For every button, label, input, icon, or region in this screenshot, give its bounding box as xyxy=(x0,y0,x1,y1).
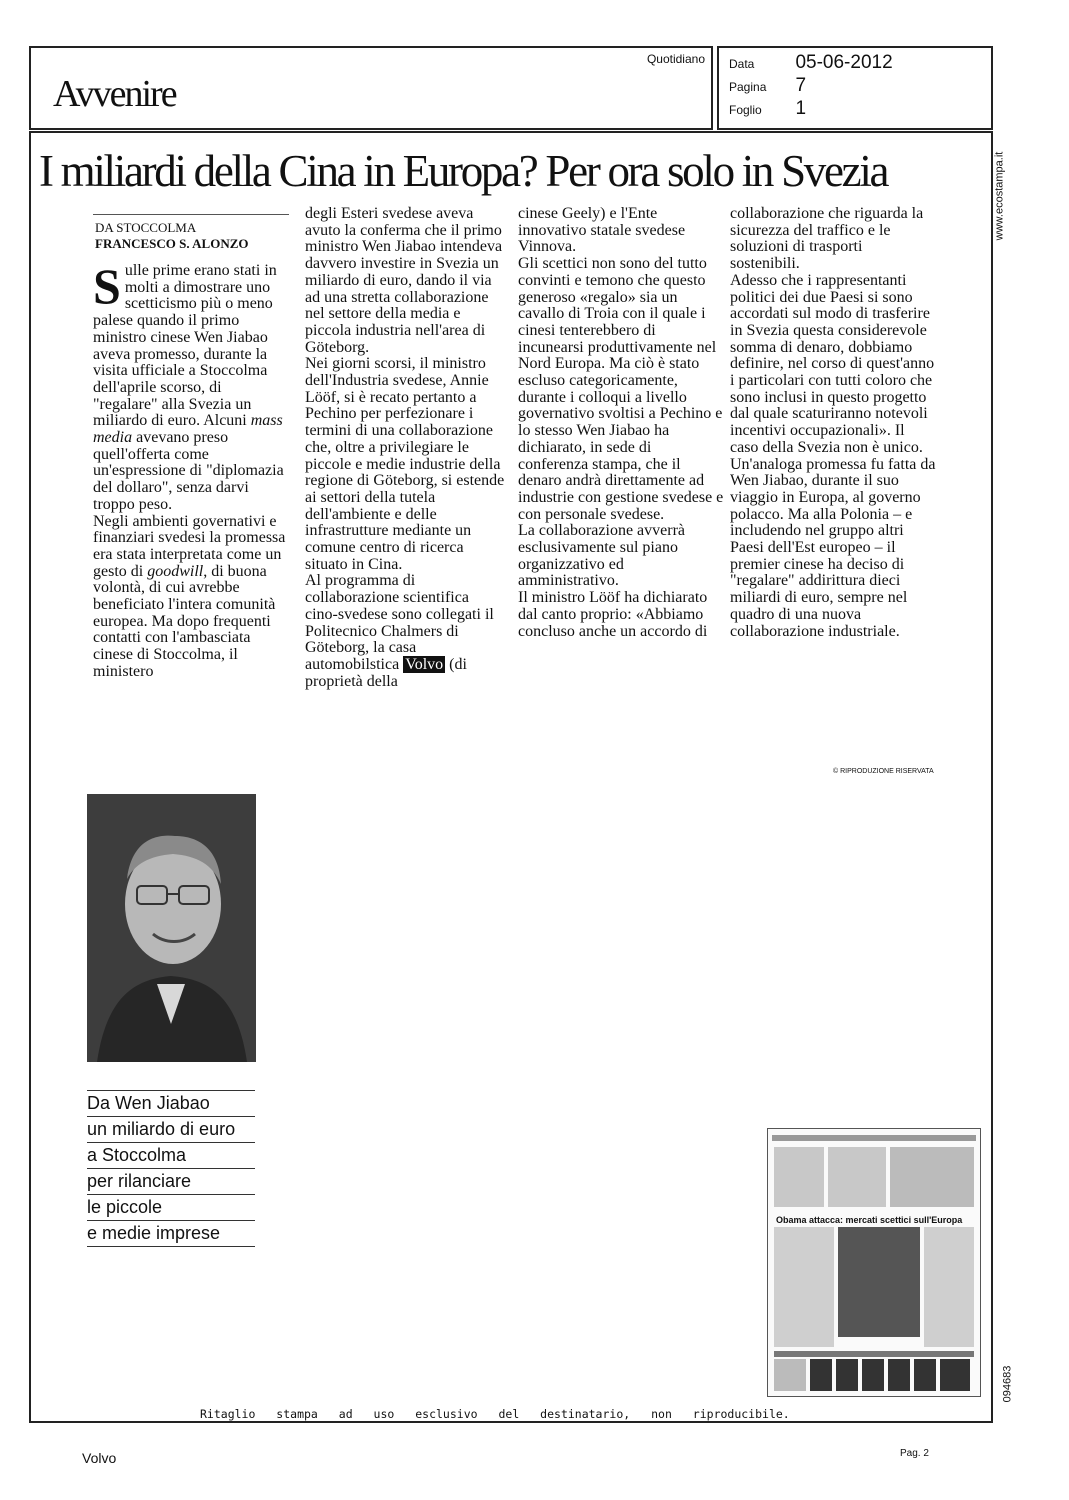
paragraph xyxy=(93,514,289,681)
text-run: ulle prime erano stati in molti a dimostrare uno scetticismo più o meno palese quando il primo ministro cinese Wen Jiabao aveva promesso, durante la visita ufficiale a Stoccolma dell'aprile scorso, di "regalare" alla Svezia un miliardo di euro. Alcuni xyxy=(93,262,277,430)
article-column-3 xyxy=(518,206,724,640)
paragraph: Nei giorni scorsi, il ministro dell'Industria svedese, Annie Lööf, si è recato pertanto a Pechino per perfezionare i termini di una collaborazione che, oltre a privilegiare le piccole e medie industrie della regione di Göteborg, si estende ai settori della tutela dell'ambiente e delle infrastrutture mediante un comune centro di ricerca situato in Cina. xyxy=(305,355,505,573)
thumbnail-layout-illustration xyxy=(768,1129,980,1396)
byline-divider xyxy=(93,214,289,215)
text-run: avevano preso quell'offerta come un'espressione di "diplomazia del dollaro", senza darvi troppo peso. xyxy=(93,429,284,513)
publication-type: Quotidiano xyxy=(646,52,705,66)
meta-label: Pagina xyxy=(729,80,767,94)
masthead-logo: Avvenire xyxy=(53,73,176,115)
header-masthead-box xyxy=(29,46,713,130)
article-column-4 xyxy=(730,206,936,640)
portrait-photo xyxy=(87,794,256,1062)
side-code-label xyxy=(999,1358,1017,1418)
paragraph: Adesso che i rappresentanti politici dei due Paesi si sono accordati sul modo di trasferire in Svezia questa considerevole somma di denaro, dobbiamo definire, nel corso di quest'anno i particolari con tutti coloro che sono inclusi in questo progetto dal quale scaturiranno notevoli incentivi occupazionali». Il caso della Svezia non è unico. xyxy=(730,271,935,456)
italic-text: goodwill xyxy=(147,562,204,580)
caption-line: a Stoccolma xyxy=(87,1142,255,1168)
paragraph: Gli scettici non sono del tutto convinti e temono che questo generoso «regalo» sia un cavallo di Troia con il quale i cinesi tenterebbero di incunearsi produttivamente nel Nord Europa. Ma ciò è stato escluso categoricamente, durante i colloqui a livello governativo svoltisi a Pechino e lo stesso Wen Jiabao ha dichiarato, in sede di conferenza stampa, che il denaro andrà direttamente ad industrie con gestione svedese e con personale svedese. xyxy=(518,255,724,523)
meta-value: 05-06-2012 xyxy=(795,52,893,73)
paragraph: collaborazione che riguarda la sicurezza del traffico e le soluzioni di trasporti sostenibili. xyxy=(730,205,924,273)
article-headline: I miliardi della Cina in Europa? Per ora solo in Svezia xyxy=(39,146,888,196)
byline-author: FRANCESCO S. ALONZO xyxy=(95,236,249,251)
footer-disclaimer: Ritaglio stampa ad uso esclusivo del destinatario, non riproducibile. xyxy=(200,1407,790,1421)
highlighted-keyword: Volvo xyxy=(405,655,444,673)
byline-place: DA STOCCOLMA xyxy=(95,220,197,235)
caption-line: un miliardo di euro xyxy=(87,1116,255,1142)
text-run: Al programma di collaborazione scientifica cino-svedese sono collegati il Politecnico Chalmers di Göteborg, la casa automobilstica xyxy=(305,572,494,673)
thumbnail-headline: Obama attacca: mercati scettici sull'Europa xyxy=(776,1215,963,1225)
paragraph xyxy=(305,573,505,690)
text-run: (di proprietà della xyxy=(305,655,467,690)
portrait-illustration xyxy=(87,794,256,1062)
paragraph xyxy=(93,258,289,514)
meta-label: Foglio xyxy=(729,103,762,117)
footer-keyword: Volvo xyxy=(82,1450,117,1466)
drop-cap: S xyxy=(93,258,121,314)
italic-text: mass media xyxy=(93,412,283,447)
caption-line: Da Wen Jiabao xyxy=(87,1090,255,1116)
meta-row-pagina xyxy=(729,75,806,97)
side-url-label xyxy=(993,140,1017,260)
caption-line: e medie imprese xyxy=(87,1220,255,1247)
meta-row-data xyxy=(729,52,893,74)
footer-page-number: Pag. 2 xyxy=(900,1448,929,1459)
caption-line: le piccole xyxy=(87,1194,255,1220)
meta-value: 7 xyxy=(795,75,807,96)
paragraph: La collaborazione avverrà esclusivamente sul piano organizzativo ed amministrativo. xyxy=(518,522,686,590)
article-column-1 xyxy=(93,258,289,681)
paragraph: degli Esteri svedese aveva avuto la conferma che il primo ministro Wen Jiabao intendeva davvero investire in Svezia un miliardo di euro, dando il via ad una stretta collaborazione nel settore della media e piccola industria nell'area di Göteborg. xyxy=(305,205,503,356)
text-run: Negli ambienti governativi e finanziari svedesi la promessa era stata interpretata come un gesto di xyxy=(93,512,286,580)
paragraph: Un'analoga promessa fu fatta da Wen Jiabao, durante il suo viaggio in Europa, al governo polacco. Ma alla Polonia – e includendo nel gruppo altri Paesi dell'Est europeo – il premier cinese ha deciso di "regalare" addirittura dieci miliardi di euro, sempre nel quadro di una nuova collaborazione industriale. xyxy=(730,455,936,640)
meta-label: Data xyxy=(729,57,755,71)
side-code-text: 094683 xyxy=(1001,1365,1014,1403)
text-run: , di buona volontà, di cui avrebbe beneficiato l'intera comunità europea. Ma dopo frequenti contatti con l'ambasciata cinese di Stoccolma, il ministero xyxy=(93,562,276,680)
paragraph: cinese Geely) e l'Ente innovativo statale svedese Vinnova. xyxy=(518,205,686,256)
photo-caption xyxy=(87,1090,255,1247)
copyright-notice: © RIPRODUZIONE RISERVATA xyxy=(833,768,934,775)
meta-row-foglio xyxy=(729,98,806,120)
caption-line: per rilanciare xyxy=(87,1168,255,1194)
side-url-text: www.ecostampa.it xyxy=(993,151,1006,241)
page-thumbnail xyxy=(767,1128,981,1397)
meta-value: 1 xyxy=(795,98,807,119)
article-column-2 xyxy=(305,206,505,690)
header-meta-box xyxy=(717,46,993,130)
paragraph: Il ministro Lööf ha dichiarato dal canto proprio: «Abbiamo concluso anche un accordo di xyxy=(518,589,708,640)
